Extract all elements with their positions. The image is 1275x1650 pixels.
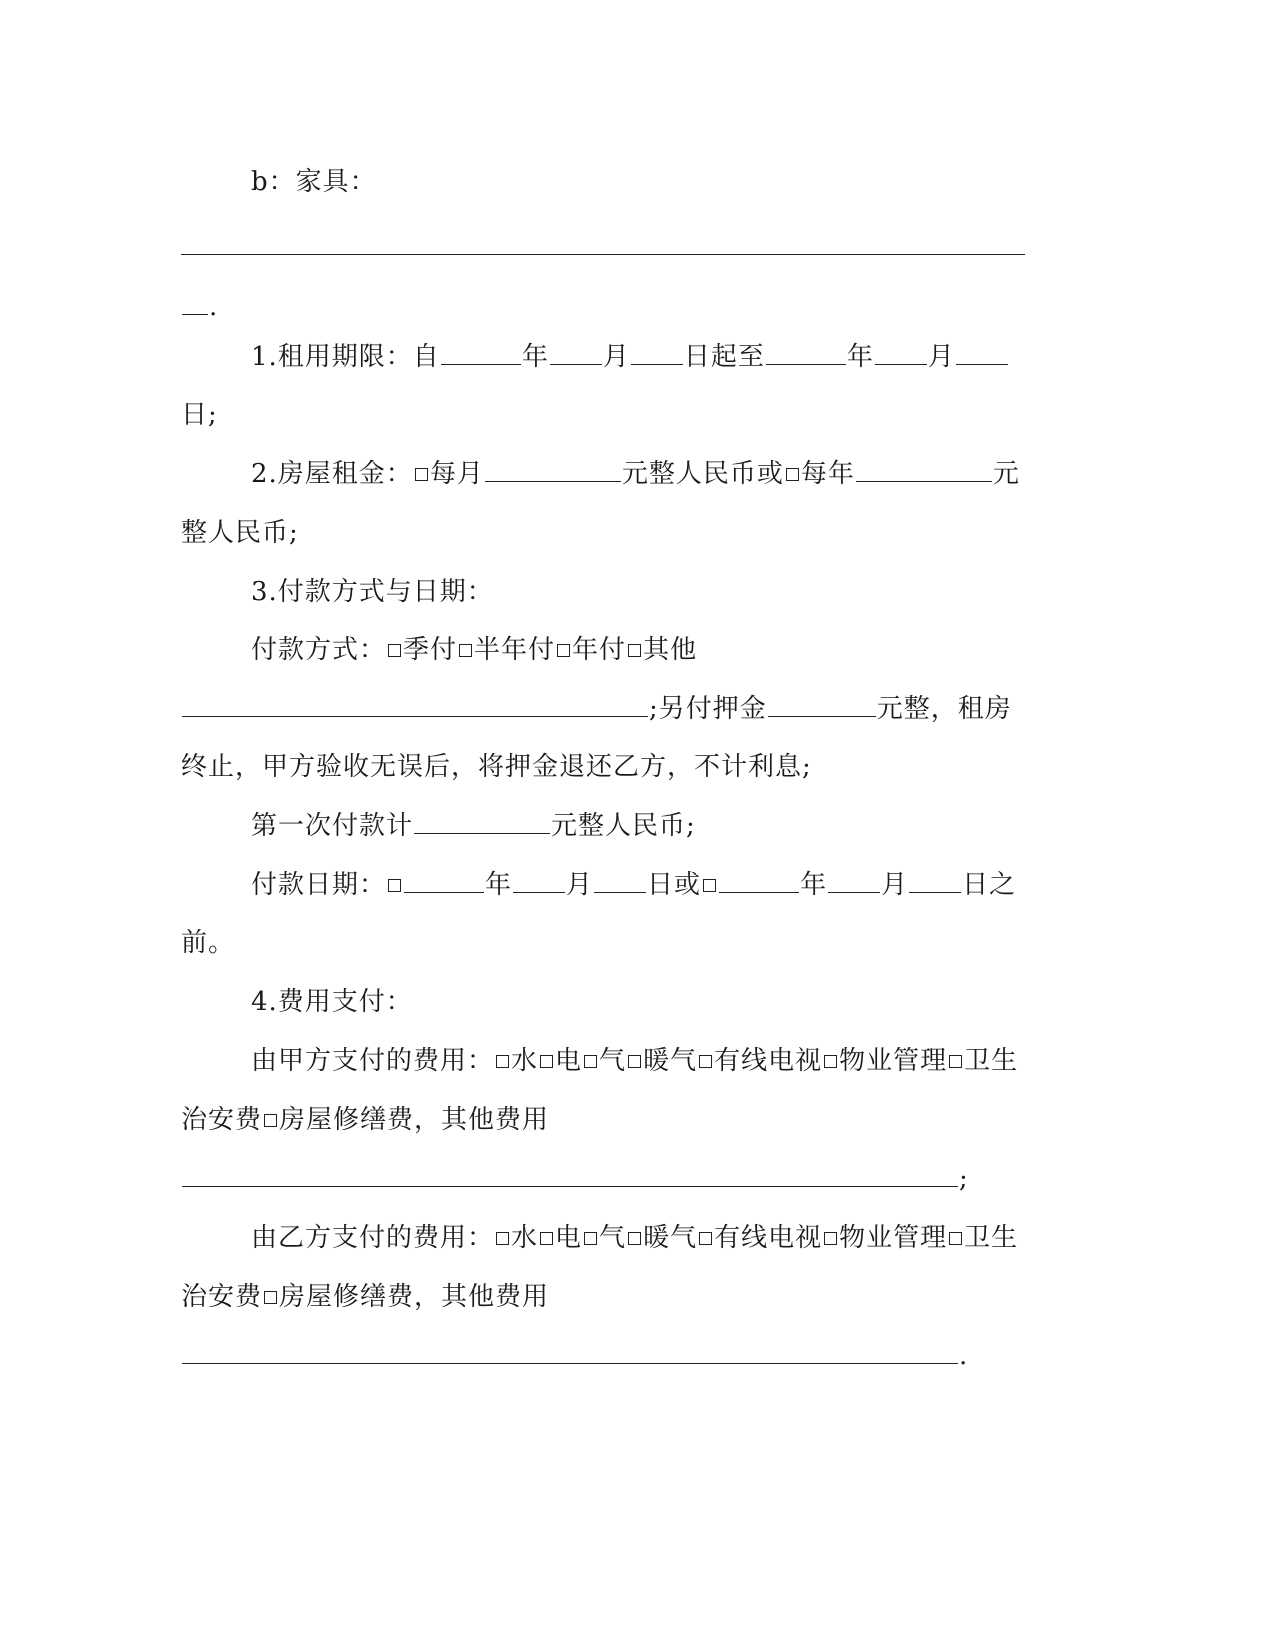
checkbox-quarterly: [388, 644, 401, 657]
party-b-other-blank-line: .: [181, 1339, 968, 1373]
party-a-fees-line: 由甲方支付的费用： 水 电 气 暖气 有线电视 物业管理 卫生: [251, 1046, 1019, 1076]
pay-date-1-month-blank: [513, 870, 565, 893]
payment-date-line: 付款日期： 年 月 日或 年 月 日之: [251, 870, 1017, 900]
deposit-line-end: 终止，甲方验收无误后，将押金退还乙方，不计利息;: [181, 752, 812, 782]
pay-date-1-day-blank: [594, 870, 646, 893]
rent-line-end: 整人民币;: [181, 518, 299, 548]
checkbox-a-property-mgmt: [824, 1055, 837, 1068]
checkbox-annual: [557, 644, 570, 657]
checkbox-b-sanitation: [949, 1232, 962, 1245]
first-payment-blank: [414, 811, 550, 834]
checkbox-a-heating: [628, 1055, 641, 1068]
checkbox-a-electricity: [540, 1055, 553, 1068]
party-a-fees-line2: 治安费 房屋修缮费，其他费用: [181, 1105, 550, 1135]
rent-line: 2.房屋租金： 每月 元整人民币或 每年 元: [251, 459, 1020, 489]
checkbox-date-2: [703, 879, 716, 892]
rent-yearly-blank: [856, 459, 992, 482]
payment-method-line: 付款方式： 季付 半年付 年付 其他: [251, 635, 698, 665]
checkbox-b-water: [496, 1232, 509, 1245]
checkbox-half-year: [459, 644, 472, 657]
payment-date-end: 前。: [181, 928, 236, 958]
checkbox-monthly: [415, 468, 428, 481]
party-b-fees-line: 由乙方支付的费用： 水 电 气 暖气 有线电视 物业管理 卫生: [251, 1223, 1019, 1253]
checkbox-other: [628, 644, 641, 657]
checkbox-b-electricity: [540, 1232, 553, 1245]
pay-date-2-day-blank: [909, 870, 961, 893]
furniture-blank-end: .: [181, 290, 218, 324]
term-line-end: 日;: [181, 400, 218, 430]
deposit-line: ;另付押金 元整，租房: [181, 692, 1012, 726]
party-a-other-blank-line: ;: [181, 1162, 969, 1196]
payment-heading: 3.付款方式与日期：: [251, 577, 494, 607]
term-start-year-blank: [441, 342, 521, 365]
checkbox-a-sanitation: [949, 1055, 962, 1068]
first-payment-line: 第一次付款计 元整人民币;: [251, 811, 696, 841]
checkbox-b-cable-tv: [699, 1232, 712, 1245]
rent-monthly-blank: [485, 459, 621, 482]
checkbox-a-cable-tv: [699, 1055, 712, 1068]
term-start-day-blank: [631, 342, 683, 365]
party-b-fees-line2: 治安费 房屋修缮费，其他费用: [181, 1282, 550, 1312]
furniture-blank-line: [181, 254, 1025, 255]
pay-date-2-year-blank: [719, 870, 799, 893]
term-end-day-blank: [956, 342, 1008, 365]
checkbox-date-1: [388, 879, 401, 892]
term-line: 1.租用期限：自 年 月 日起至 年 月: [251, 340, 1009, 374]
checkbox-b-repairs: [264, 1291, 277, 1304]
term-end-year-blank: [766, 342, 846, 365]
checkbox-a-gas: [584, 1055, 597, 1068]
deposit-blank: [768, 694, 876, 717]
checkbox-b-gas: [584, 1232, 597, 1245]
checkbox-b-property-mgmt: [824, 1232, 837, 1245]
checkbox-b-heating: [628, 1232, 641, 1245]
term-end-month-blank: [875, 342, 927, 365]
term-start-month-blank: [550, 342, 602, 365]
checkbox-yearly: [786, 468, 799, 481]
fees-heading: 4.费用支付：: [251, 987, 413, 1017]
pay-date-1-year-blank: [404, 870, 484, 893]
pay-date-2-month-blank: [828, 870, 880, 893]
party-b-other-blank: [182, 1341, 958, 1364]
party-a-other-blank: [182, 1164, 958, 1187]
furniture-label: b：家具：: [251, 167, 377, 197]
checkbox-a-water: [496, 1055, 509, 1068]
payment-other-blank: [182, 694, 648, 717]
checkbox-a-repairs: [264, 1114, 277, 1127]
